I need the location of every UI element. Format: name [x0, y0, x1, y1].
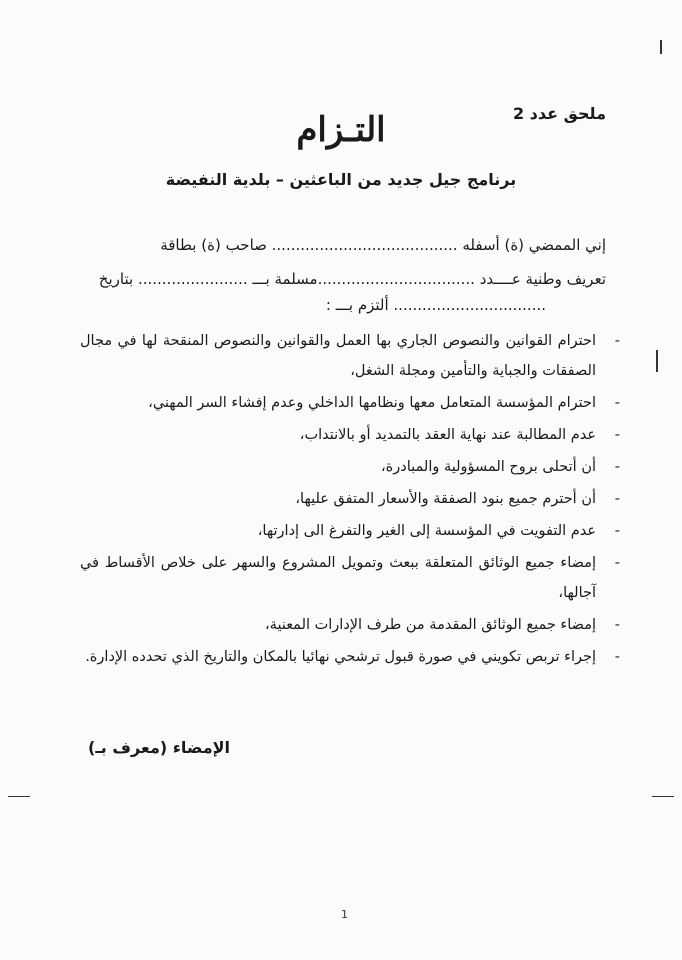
intro-line-id-card: تعريف وطنية عــــدد .................................مسلمة بـــ ....................... بتاريخ: [98, 270, 606, 288]
page-subtitle: برنامج جيل جديد من الباعثين – بلدية النفيضة: [165, 170, 517, 189]
scan-mark: [652, 796, 674, 797]
annex-label: ملحق عدد 2: [512, 104, 606, 123]
list-item: [80, 420, 620, 450]
intro-line-commitment: ................................ ألتزم بـــ :: [325, 296, 546, 314]
intro-line-signatory: إني الممضي (ة) أسفله ....................................... صاحب (ة) بطاقة: [160, 236, 606, 254]
list-item: [80, 326, 620, 386]
list-item: [80, 452, 620, 482]
list-item-text: عدم المطالبة عند نهاية العقد بالتمديد أو بالانتداب،: [299, 427, 596, 443]
list-item-text: أن أحترم جميع بنود الصفقة والأسعار المتفق عليها،: [295, 491, 596, 507]
page-number: 1: [341, 908, 348, 921]
list-marker: -: [614, 395, 620, 411]
list-item-text: إمضاء جميع الوثائق المتعلقة ببعث وتمويل المشروع والسهر على خلاص الأقساط في آجالها،: [80, 555, 596, 601]
list-marker: -: [614, 649, 620, 665]
list-item-text: احترام القوانين والنصوص الجاري بها العمل والقوانين والنصوص المنقحة لها في مجال الصفقات والجباية والتأمين ومجلة الشغل،: [80, 333, 596, 379]
list-item: [80, 516, 620, 546]
list-item: [80, 484, 620, 514]
scan-mark: [8, 796, 30, 797]
page-title: التـزام: [296, 110, 386, 150]
list-marker: -: [614, 617, 620, 633]
list-marker: -: [614, 459, 620, 475]
list-marker: -: [614, 427, 620, 443]
list-item: [80, 548, 620, 608]
list-marker: -: [614, 555, 620, 571]
commitment-list: [80, 326, 620, 674]
list-item: [80, 610, 620, 640]
list-marker: -: [614, 333, 620, 349]
list-marker: -: [614, 523, 620, 539]
scan-mark: [656, 350, 658, 372]
scan-mark: [660, 40, 662, 54]
list-item-text: أن أتحلى بروح المسؤولية والمبادرة،: [380, 459, 596, 475]
signature-label: الإمضاء (معرف بـ): [88, 738, 230, 757]
list-item: [80, 388, 620, 418]
list-marker: -: [614, 491, 620, 507]
list-item-text: إجراء تربص تكويني في صورة قبول ترشحي نهائيا بالمكان والتاريخ الذي تحدده الإدارة.: [85, 649, 596, 665]
list-item-text: عدم التفويت في المؤسسة إلى الغير والتفرغ الى إدارتها،: [257, 523, 596, 539]
list-item-text: احترام المؤسسة المتعامل معها ونظامها الداخلي وعدم إفشاء السر المهني،: [148, 395, 596, 411]
list-item-text: إمضاء جميع الوثائق المقدمة من طرف الإدارات المعنية،: [264, 617, 596, 633]
list-item: [80, 642, 620, 672]
